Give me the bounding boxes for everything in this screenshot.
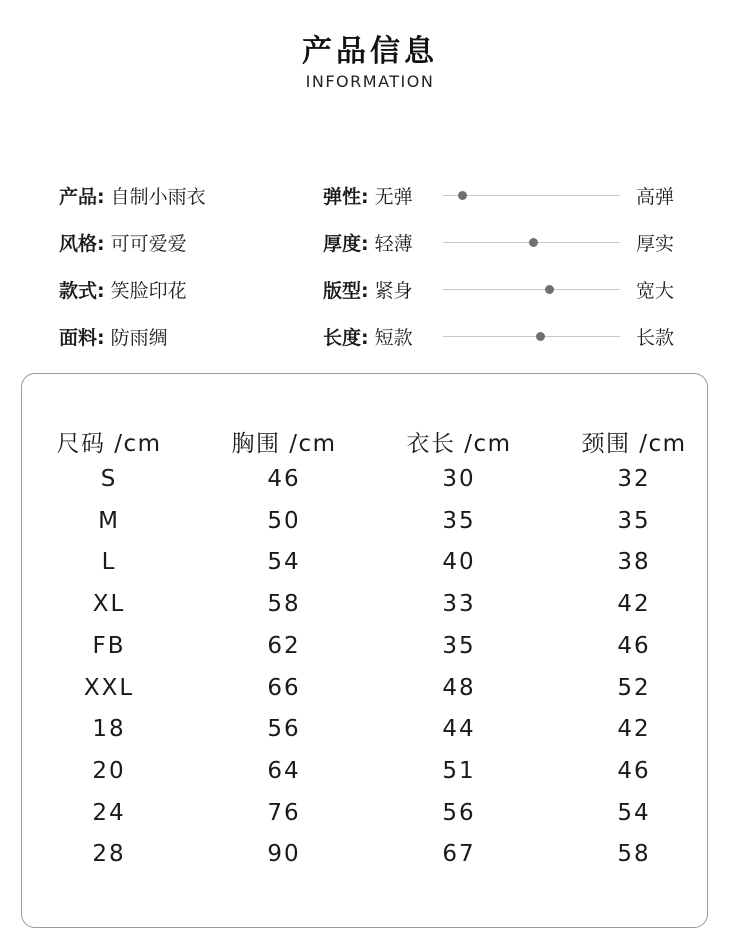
length-cell: 48	[442, 674, 476, 701]
size-cell: 24	[92, 799, 126, 826]
length-cell: 35	[442, 632, 476, 659]
table-row	[0, 591, 750, 627]
attribute-product: 产品: 自制小雨衣	[59, 186, 206, 208]
table-row	[0, 633, 750, 669]
chest-cell: 54	[267, 549, 301, 576]
scale-label: 弹性	[323, 186, 362, 208]
chest-cell: 50	[267, 507, 301, 534]
size-cell: FB	[92, 632, 126, 659]
neck-cell: 52	[617, 674, 651, 701]
scale-track	[443, 242, 620, 243]
size-cell: L	[101, 549, 117, 576]
scale-indicator	[529, 238, 538, 247]
attribute-row	[0, 226, 750, 256]
attribute-row	[0, 273, 750, 303]
scale-max-label: 高弹	[636, 186, 675, 208]
chest-cell: 58	[267, 591, 301, 618]
table-row	[0, 508, 750, 544]
length-cell: 35	[442, 507, 476, 534]
attribute-style: 风格: 可可爱爱	[59, 233, 187, 255]
scale-min-label: 紧身	[374, 280, 413, 302]
length-cell: 44	[442, 716, 476, 743]
size-cell: 28	[92, 841, 126, 868]
chest-cell: 62	[267, 632, 301, 659]
neck-cell: 46	[617, 632, 651, 659]
table-row	[0, 466, 750, 502]
attribute-value: 笑脸印花	[110, 280, 187, 302]
header-size: 尺码 /cm	[56, 431, 162, 457]
table-row	[0, 800, 750, 836]
attribute-value: 可可爱爱	[110, 233, 187, 255]
page-title: 产品信息	[302, 34, 438, 69]
neck-cell: 46	[617, 757, 651, 784]
scale-label: 长度	[323, 327, 362, 349]
scale-max-label: 长款	[636, 327, 675, 349]
attribute-label: 产品	[59, 186, 98, 208]
size-cell: XXL	[83, 674, 135, 701]
attribute-label: 面料	[59, 327, 98, 349]
scale-length: 长度: 短款	[323, 327, 413, 349]
length-cell: 33	[442, 591, 476, 618]
header-chest: 胸围 /cm	[231, 431, 337, 457]
scale-min-label: 轻薄	[374, 233, 413, 255]
scale-min-label: 无弹	[374, 186, 413, 208]
scale-max-label: 宽大	[636, 280, 675, 302]
scale-min-label: 短款	[374, 327, 413, 349]
size-cell: 18	[92, 716, 126, 743]
chest-cell: 76	[267, 799, 301, 826]
length-cell: 56	[442, 799, 476, 826]
size-cell: S	[100, 466, 118, 492]
attribute-value: 防雨绸	[110, 327, 168, 349]
attribute-row	[0, 179, 750, 209]
size-cell: 20	[92, 757, 126, 784]
chest-cell: 64	[267, 757, 301, 784]
neck-cell: 42	[617, 591, 651, 618]
table-row	[0, 549, 750, 585]
chest-cell: 90	[267, 841, 301, 868]
attribute-fabric: 面料: 防雨绸	[59, 327, 168, 349]
neck-cell: 42	[617, 716, 651, 743]
table-row	[0, 675, 750, 711]
table-header-row	[0, 425, 750, 461]
scale-fit: 版型: 紧身	[323, 280, 413, 302]
length-cell: 51	[442, 757, 476, 784]
neck-cell: 35	[617, 507, 651, 534]
scale-track	[443, 195, 620, 196]
size-cell: XL	[92, 591, 126, 618]
page-subtitle: INFORMATION	[305, 72, 435, 91]
header-length: 衣长 /cm	[406, 431, 512, 457]
chest-cell: 46	[267, 466, 301, 492]
length-cell: 67	[442, 841, 476, 868]
neck-cell: 32	[617, 466, 651, 492]
scale-label: 版型	[323, 280, 362, 302]
scale-track	[443, 336, 620, 337]
attribute-label: 风格	[59, 233, 98, 255]
scale-max-label: 厚实	[636, 233, 675, 255]
chest-cell: 66	[267, 674, 301, 701]
scale-indicator	[458, 191, 467, 200]
scale-track	[443, 289, 620, 290]
table-row	[0, 841, 750, 877]
attribute-value: 自制小雨衣	[110, 186, 206, 208]
neck-cell: 38	[617, 549, 651, 576]
neck-cell: 54	[617, 799, 651, 826]
attribute-row	[0, 320, 750, 350]
length-cell: 40	[442, 549, 476, 576]
scale-indicator	[545, 285, 554, 294]
table-row	[0, 758, 750, 794]
chest-cell: 56	[267, 716, 301, 743]
length-cell: 30	[442, 466, 476, 492]
scale-label: 厚度	[323, 233, 362, 255]
header-neck: 颈围 /cm	[581, 431, 687, 457]
attribute-pattern: 款式: 笑脸印花	[59, 280, 187, 302]
scale-indicator	[536, 332, 545, 341]
attribute-label: 款式	[59, 280, 98, 302]
table-row	[0, 716, 750, 752]
neck-cell: 58	[617, 841, 651, 868]
size-cell: M	[98, 507, 120, 534]
scale-thickness: 厚度: 轻薄	[323, 233, 413, 255]
scale-elasticity: 弹性: 无弹	[323, 186, 413, 208]
